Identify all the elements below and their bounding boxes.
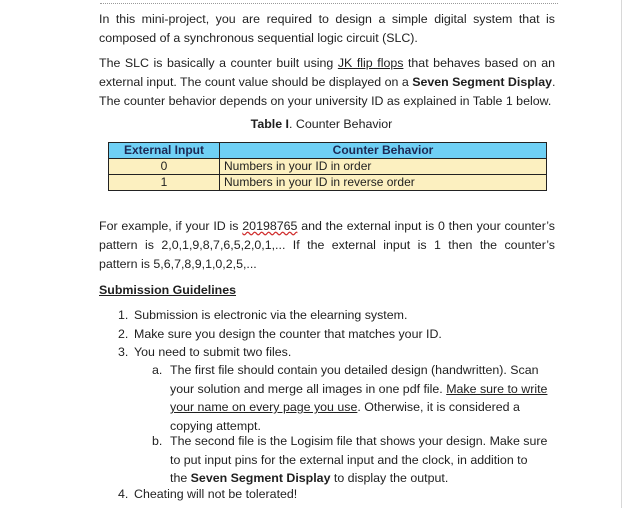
example-text: and the external input is 0 then your counter’s	[297, 219, 556, 233]
sub-line: The second file is the Logisim file that shows your design. Make sure	[170, 434, 548, 448]
example-line-1	[99, 217, 555, 236]
submission-heading: Submission Guidelines	[99, 283, 237, 297]
example-text: For example, if your ID is	[99, 219, 243, 233]
table-caption	[0, 117, 643, 131]
sub-underlined: your name on every page you use	[170, 400, 358, 414]
list-number: 4.	[118, 487, 129, 501]
slc-text: The SLC is basically a counter built using	[99, 56, 338, 70]
jk-flip-flops-link[interactable]: JK flip flops	[337, 56, 404, 70]
table-cell: 1	[109, 175, 220, 191]
sub-line: The first file should contain you detailed design (handwritten). Scan	[170, 363, 539, 377]
intro-line-2: composed of a synchronous sequential logic circuit (SLC).	[99, 31, 418, 45]
sub-text: the	[170, 471, 191, 485]
list-text: Cheating will not be tolerated!	[134, 487, 298, 501]
list-number: 1.	[118, 308, 129, 322]
slc-line-3: The counter behavior depends on your university ID as explained in Table 1 below.	[99, 94, 552, 108]
example-line-3: pattern is 5,6,7,8,9,1,0,2,5,...	[99, 257, 257, 271]
example-id: 20198765	[242, 219, 298, 233]
table-cell: 0	[109, 159, 220, 175]
header-counter-behavior: Counter Behavior	[220, 143, 547, 159]
slc-text: external input. The count value should be displayed on a	[99, 75, 413, 89]
caption-label: Table I	[250, 117, 289, 131]
sub-body	[170, 361, 548, 435]
table-cell: Numbers in your ID in order	[220, 159, 547, 175]
list-text: Submission is electronic via the elearning system.	[134, 308, 408, 322]
list-text: Make sure you design the counter that matches your ID.	[134, 327, 442, 341]
seven-segment-bold: Seven Segment Display	[190, 471, 331, 485]
sub-label: b.	[152, 434, 163, 448]
sub-underlined: Make sure to write	[446, 381, 548, 396]
example-line-2: pattern is 2,0,1,9,8,7,6,5,2,0,1,... If the external input is 1 then the counter’s	[99, 238, 555, 252]
header-external-input: External Input	[109, 143, 220, 159]
slc-line-2	[99, 73, 555, 92]
counter-behavior-table	[108, 142, 547, 191]
slc-text: .	[552, 75, 556, 89]
sub-line: to put input pins for the external input and the clock, in addition to	[170, 452, 528, 467]
sub-label: a.	[152, 363, 163, 377]
list-text: You need to submit two files.	[134, 345, 292, 359]
sub-line	[170, 380, 548, 399]
page-edge	[621, 0, 622, 508]
sub-line	[170, 398, 548, 417]
slc-text: that behaves based on an	[403, 56, 555, 70]
table-header-row	[109, 143, 547, 159]
table-row	[109, 159, 547, 175]
table-row	[109, 175, 547, 191]
sub-text: your solution and merge all images in one pdf file.	[170, 381, 447, 396]
sub-text: . Otherwise, it is considered a	[357, 400, 520, 414]
seven-segment-bold: Seven Segment Display	[412, 75, 552, 89]
list-number: 3.	[118, 345, 129, 359]
list-number: 2.	[118, 327, 129, 341]
sub-text: to display the output.	[330, 471, 449, 485]
caption-text: . Counter Behavior	[289, 117, 393, 131]
example-paragraph	[99, 217, 555, 274]
slc-paragraph	[99, 54, 555, 111]
sub-body	[170, 432, 548, 488]
header-rule	[100, 3, 558, 4]
intro-line-1: In this mini-project, you are required to design a simple digital system that is	[99, 12, 555, 26]
intro-paragraph	[99, 10, 555, 48]
slc-line-1	[99, 54, 555, 73]
table-cell: Numbers in your ID in reverse order	[220, 175, 547, 191]
sub-line: copying attempt.	[170, 418, 261, 433]
